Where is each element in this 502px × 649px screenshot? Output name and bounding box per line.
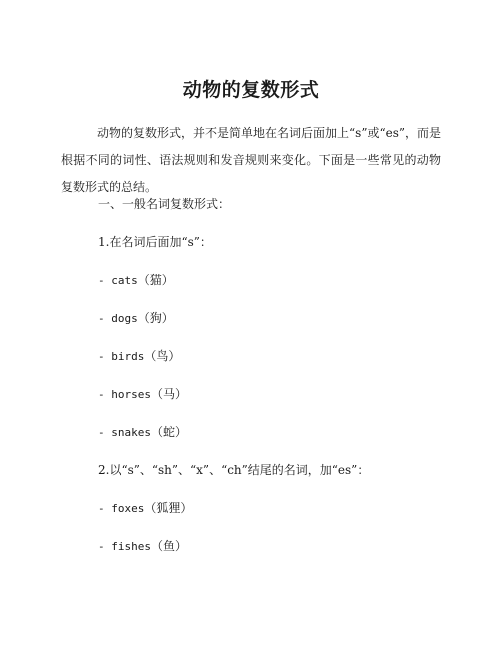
plural-word: - cats — [98, 274, 138, 287]
list-item — [98, 272, 174, 289]
plural-word: - horses — [98, 388, 151, 401]
list-item — [98, 500, 192, 517]
word-meaning: （狗） — [137, 311, 174, 325]
list-item — [98, 424, 187, 441]
rule-2-label: 2.以“s”、“sh”、“x”、“ch”结尾的名词，加“es”： — [98, 463, 370, 477]
plural-word: - fishes — [98, 540, 151, 553]
plural-word: - snakes — [98, 426, 151, 439]
plural-word: - dogs — [98, 312, 138, 325]
list-item — [98, 386, 187, 403]
list-item — [98, 348, 180, 365]
word-meaning: （狐狸） — [144, 501, 193, 515]
page-title: 动物的复数形式 — [182, 79, 320, 101]
word-meaning: （猫） — [137, 273, 174, 287]
list-item — [98, 538, 187, 555]
list-item — [98, 310, 174, 327]
plural-word: - foxes — [98, 502, 145, 515]
intro-paragraph: 动物的复数形式，并不是简单地在名词后面加上“s”或“es”，而是根据不同的词性、语法规则和发音规则来变化。下面是一些常见的动物复数形式的总结。 — [61, 126, 441, 194]
word-meaning: （鱼） — [150, 539, 187, 553]
rule-1-label: 1.在名词后面加“s”： — [98, 235, 212, 249]
word-meaning: （马） — [150, 387, 187, 401]
plural-word: - birds — [98, 350, 145, 363]
section-heading: 一、一般名词复数形式： — [98, 197, 231, 211]
word-meaning: （鸟） — [144, 349, 181, 363]
word-meaning: （蛇） — [150, 425, 187, 439]
